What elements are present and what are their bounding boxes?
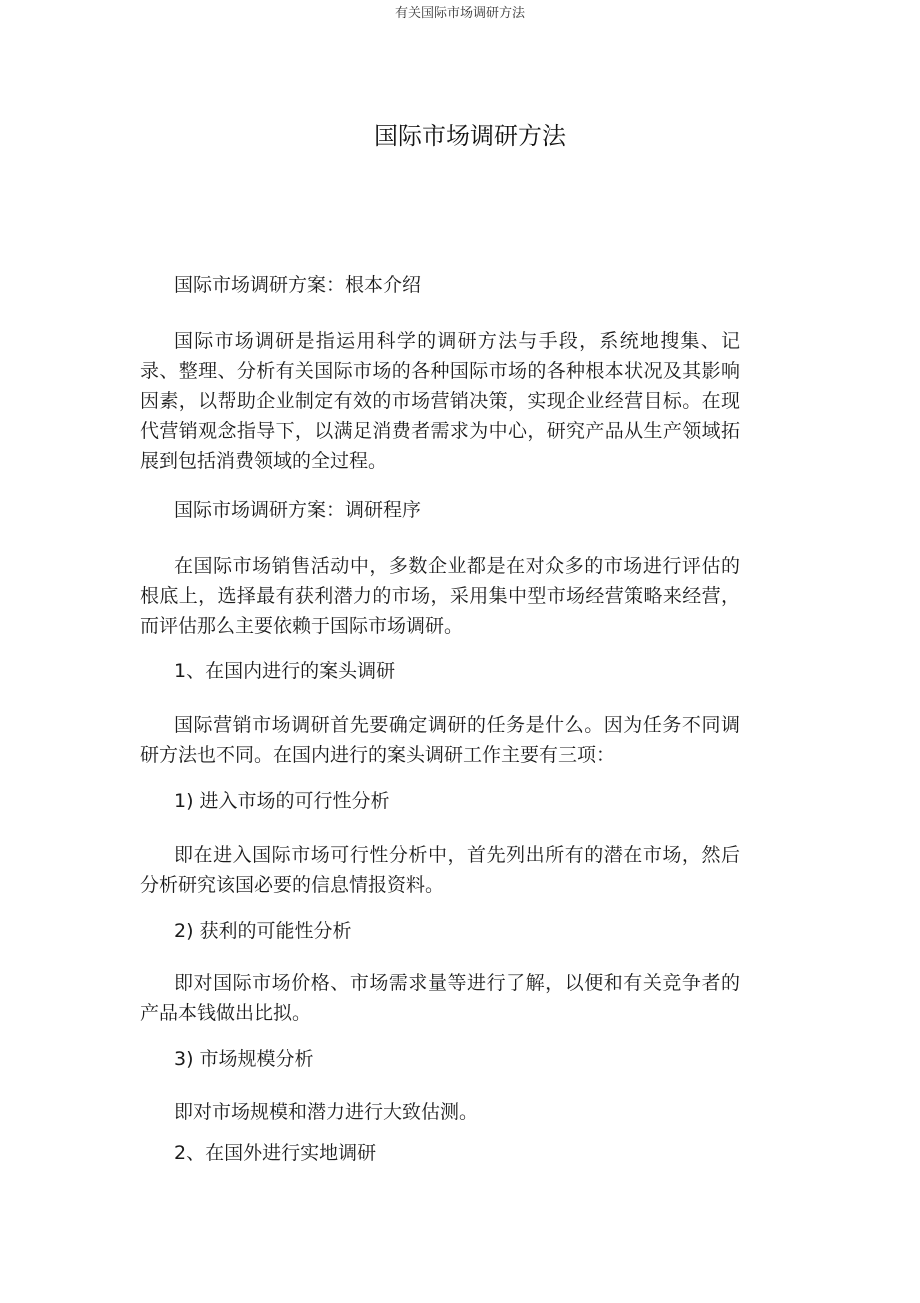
document-title: 国际市场调研方法 <box>374 122 566 150</box>
paragraph-feasibility-analysis: 即在进入国际市场可行性分析中，首先列出所有的潜在市场，然后分析研究该国必要的信息情报资料。 <box>140 844 740 896</box>
paragraph-procedure: 在国际市场销售活动中，多数企业都是在对众多的市场进行评估的根底上，选择最有获利潜力的市场，采用集中型市场经营策略来经营，而评估那么主要依赖于国际市场调研。 <box>140 555 740 637</box>
paragraph-market-scale-analysis: 即对市场规模和潜力进行大致估测。 <box>174 1101 479 1123</box>
item-profitability-analysis: 2) 获利的可能性分析 <box>174 920 352 942</box>
subheading-domestic-desk-research: 1、在国内进行的案头调研 <box>174 660 396 682</box>
running-header: 有关国际市场调研方法 <box>394 6 525 21</box>
item-feasibility-analysis: 1) 进入市场的可行性分析 <box>174 790 390 812</box>
paragraph-intro: 国际市场调研是指运用科学的调研方法与手段，系统地搜集、记录、整理、分析有关国际市场的各种国际市场的各种根本状况及其影响因素，以帮助企业制定有效的市场营销决策，实现企业经营目标。在现代营销观念指导下，以满足消费者需求为中心，研究产品从生产领域拓展到包括消费领域的全过程。 <box>140 330 740 472</box>
subheading-overseas-field-research: 2、在国外进行实地调研 <box>174 1142 377 1164</box>
paragraph-profitability-analysis: 即对国际市场价格、市场需求量等进行了解，以便和有关竞争者的产品本钱做出比拟。 <box>140 972 740 1024</box>
item-market-scale-analysis: 3) 市场规模分析 <box>174 1048 314 1070</box>
paragraph-domestic-desk-research: 国际营销市场调研首先要确定调研的任务是什么。因为任务不同调研方法也不同。在国内进行的案头调研工作主要有三项： <box>140 714 740 766</box>
section-heading-procedure: 国际市场调研方案：调研程序 <box>174 499 422 521</box>
section-heading-intro: 国际市场调研方案：根本介绍 <box>174 274 422 296</box>
